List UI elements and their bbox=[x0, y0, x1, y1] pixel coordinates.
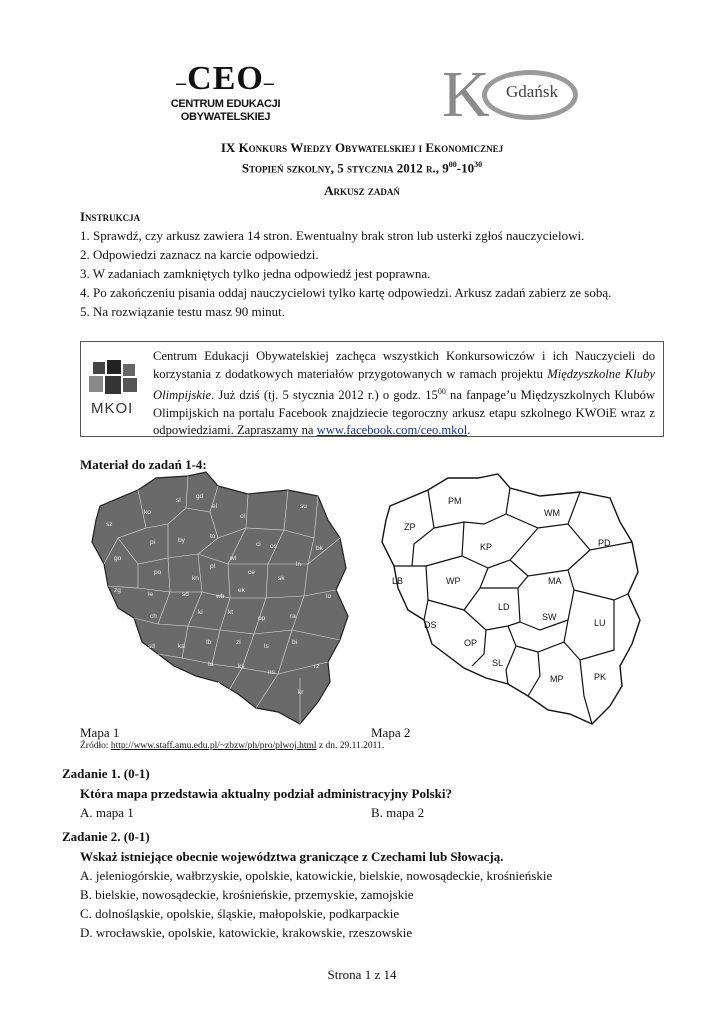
map-1-region-label: ta bbox=[208, 661, 214, 668]
task-2-options bbox=[80, 866, 680, 942]
map-1-region-label: ch bbox=[150, 613, 157, 620]
task-2-title: Zadanie 2. (0-1) bbox=[62, 829, 150, 844]
map-2-outline bbox=[382, 474, 640, 724]
instructions-heading: Instrukcja bbox=[80, 209, 141, 224]
mkoi-label: MKOI bbox=[91, 400, 134, 417]
map-1-region-label: to bbox=[210, 533, 216, 540]
ceo-logo-line2: OBYWATELSKIEJ bbox=[180, 111, 271, 123]
notice-box bbox=[80, 341, 664, 437]
map-1-region-label: sd bbox=[148, 643, 155, 650]
map-1-region-label: lo bbox=[326, 593, 332, 600]
map-1-region-label: sl bbox=[176, 497, 181, 504]
map-1-region-label: wl bbox=[230, 555, 237, 562]
map-1-region-label: kn bbox=[192, 575, 199, 582]
map-1-region-label: tb bbox=[206, 639, 212, 646]
map-1-region-label: zg bbox=[114, 587, 121, 594]
map-1-region-label: le bbox=[148, 591, 154, 598]
instructions-list bbox=[80, 226, 680, 321]
map-2-region-label: SW bbox=[542, 612, 557, 622]
task-1-title: Zadanie 1. (0-1) bbox=[62, 766, 150, 781]
map-1-region-label: sk bbox=[278, 575, 285, 582]
task-2-option-d[interactable]: D. wrocławskie, opolskie, katowickie, krakowskie, rzeszowskie bbox=[80, 925, 413, 940]
map-2-region-label: LU bbox=[594, 618, 606, 628]
gdansk-label: Gdańsk bbox=[506, 82, 558, 101]
map-1-region-label: ko bbox=[144, 509, 151, 516]
k-gdansk-logo bbox=[442, 58, 587, 131]
map-2 bbox=[368, 470, 644, 726]
material-heading: Materiał do zadań 1-4: bbox=[80, 457, 207, 472]
map-1-region-label: po bbox=[154, 569, 162, 576]
map-1-region-label: kr bbox=[298, 689, 304, 696]
instruction-item: 5. Na rozwiązanie testu masz 90 minut. bbox=[80, 304, 286, 319]
map-1-region-label: kt bbox=[228, 609, 234, 616]
map-2-region-label: PK bbox=[594, 672, 607, 682]
map-1-region-label: op bbox=[258, 615, 266, 622]
map-2-region-label: WP bbox=[446, 576, 461, 586]
map-1-region-label: ce bbox=[248, 569, 255, 576]
map-1-region-label: ks bbox=[238, 663, 245, 670]
task-2-option-a[interactable]: A. jeleniogórskie, wałbrzyskie, opolskie, katowickie, bielskie, nowosądeckie, krośnieńskie bbox=[80, 868, 553, 883]
map-2-region-label: MP bbox=[550, 674, 564, 684]
instruction-item: 3. W zadaniach zamkniętych tylko jedna odpowiedź jest poprawna. bbox=[80, 266, 431, 281]
source-note: Źródło: http://www.staff.amu.edu.pl/~zbzw/ph/pro/plwoj.html z dn. 29.11.2011. bbox=[80, 741, 385, 751]
task-1-question: Która mapa przedstawia aktualny podział administracyjny Polski? bbox=[80, 786, 452, 801]
map-2-region-label: WM bbox=[544, 508, 560, 518]
map-1-region-label: sz bbox=[106, 521, 113, 528]
sheet-title: Arkusz zadań bbox=[324, 183, 400, 198]
map-1-region-label: ns bbox=[268, 669, 275, 676]
map-2-region-label: DS bbox=[424, 620, 437, 630]
map-1-region-label: ka bbox=[178, 643, 185, 650]
ceo-logo-line1: CENTRUM EDUKACJI bbox=[170, 98, 281, 110]
map-1-region-label: bi bbox=[292, 639, 298, 646]
map-1-region-label: pi bbox=[150, 539, 156, 546]
map-1-region-label: bp bbox=[118, 611, 126, 618]
instruction-item: 2. Odpowiedzi zaznacz na karcie odpowiedzi. bbox=[80, 247, 319, 262]
notice-text: Centrum Edukacji Obywatelskiej zachęca wszystkich Konkursowiczów i ich Nauczycieli do korzystania z dodatkowych materiałów przygotowanych w ramach projektu Międzyszkolne Kluby Olimpijskie. Już dziś (tj. 5 stycznia 2012 r.) o godz. $15^{00}$ na fanpage’u Międzyszkolnych Klubów Olimpijskich na portalu Facebook znajdziecie tegoroczny arkusz etapu szkolnego KWOiE wraz z odpowiedziami. Zapraszamy na www.facebook.com/ceo.mkol. bbox=[153, 349, 656, 438]
instruction-item: 4. Po zakończeniu pisania oddaj nauczycielowi tylko kartę odpowiedzi. Arkusz zadań zabierz ze sobą. bbox=[80, 285, 612, 300]
map-2-region-label: MA bbox=[548, 576, 562, 586]
map-1-region-label: os bbox=[270, 543, 277, 550]
map-2-region-label: LB bbox=[392, 576, 404, 586]
source-link[interactable]: http://www.staff.amu.edu.pl/~zbzw/ph/pro/plwoj.html bbox=[110, 741, 317, 751]
facebook-link[interactable]: www.facebook.com/ceo.mkol bbox=[316, 423, 468, 438]
stage-line: Stopień szkolny, 5 stycznia 2012 r., $9^{00}-10^{30}$ bbox=[241, 160, 483, 176]
task-1-option-a[interactable]: A. mapa 1 bbox=[80, 805, 134, 820]
map-1-region-label: gd bbox=[196, 493, 204, 500]
ceo-logo-mark: –CEO– bbox=[176, 60, 275, 97]
map-1-region-label: bk bbox=[316, 545, 323, 552]
map-1-region-label: su bbox=[300, 503, 307, 510]
map-1-region-label: pl bbox=[210, 563, 216, 570]
map-1-region-label: go bbox=[114, 555, 122, 562]
task-2-option-c[interactable]: C. dolnośląskie, opolskie, śląskie, małopolskie, podkarpackie bbox=[80, 906, 400, 921]
map-2-region-label: KP bbox=[480, 542, 493, 552]
map-2-region-label: SL bbox=[492, 658, 504, 668]
map-1-region-label: ln bbox=[296, 561, 302, 568]
map-1 bbox=[78, 468, 354, 726]
map-2-region-label: ZP bbox=[404, 522, 416, 532]
map-1-region-label: rz bbox=[314, 663, 320, 670]
k-logo-letter: K bbox=[442, 58, 490, 131]
map-1-region-label: ra bbox=[290, 613, 296, 620]
map-1-region-label: ol bbox=[240, 513, 246, 520]
map-1-region-label: el bbox=[212, 503, 218, 510]
map-1-region-label: ek bbox=[238, 587, 245, 594]
map-2-caption: Mapa 2 bbox=[371, 725, 411, 740]
map-1-region-label: ci bbox=[256, 541, 261, 548]
map-1-region-label: wb bbox=[216, 593, 225, 600]
map-1-region-label: sd bbox=[182, 591, 189, 598]
map-1-region-label: zl bbox=[236, 639, 241, 646]
task-2-question: Wskaż istniejące obecnie województwa graniczące z Czechami lub Słowacją. bbox=[80, 849, 504, 864]
map-2-region-label: LD bbox=[498, 602, 510, 612]
map-1-region-label: ls bbox=[264, 643, 269, 650]
map-1-region-label: by bbox=[178, 537, 185, 544]
map-2-region-label: PM bbox=[448, 496, 462, 506]
map-2-region-label: PD bbox=[598, 538, 611, 548]
map-1-region-label: ki bbox=[198, 609, 203, 616]
task-2-option-b[interactable]: B. bielskie, nowosądeckie, krośnieńskie, przemyskie, zamojskie bbox=[80, 887, 414, 902]
task-1-option-b[interactable]: B. mapa 2 bbox=[371, 805, 425, 820]
map-2-region-label: OP bbox=[464, 638, 478, 648]
map-1-caption: Mapa 1 bbox=[80, 725, 120, 740]
ceo-logo bbox=[168, 62, 283, 132]
page-number: Strona 1 z 14 bbox=[327, 967, 397, 982]
instruction-item: 1. Sprawdź, czy arkusz zawiera 14 stron. Ewentualny brak stron lub usterki zgłoś nauczycielowi. bbox=[80, 228, 585, 243]
contest-title: IX Konkurs Wiedzy Obywatelskiej i Ekonomicznej bbox=[220, 140, 504, 155]
